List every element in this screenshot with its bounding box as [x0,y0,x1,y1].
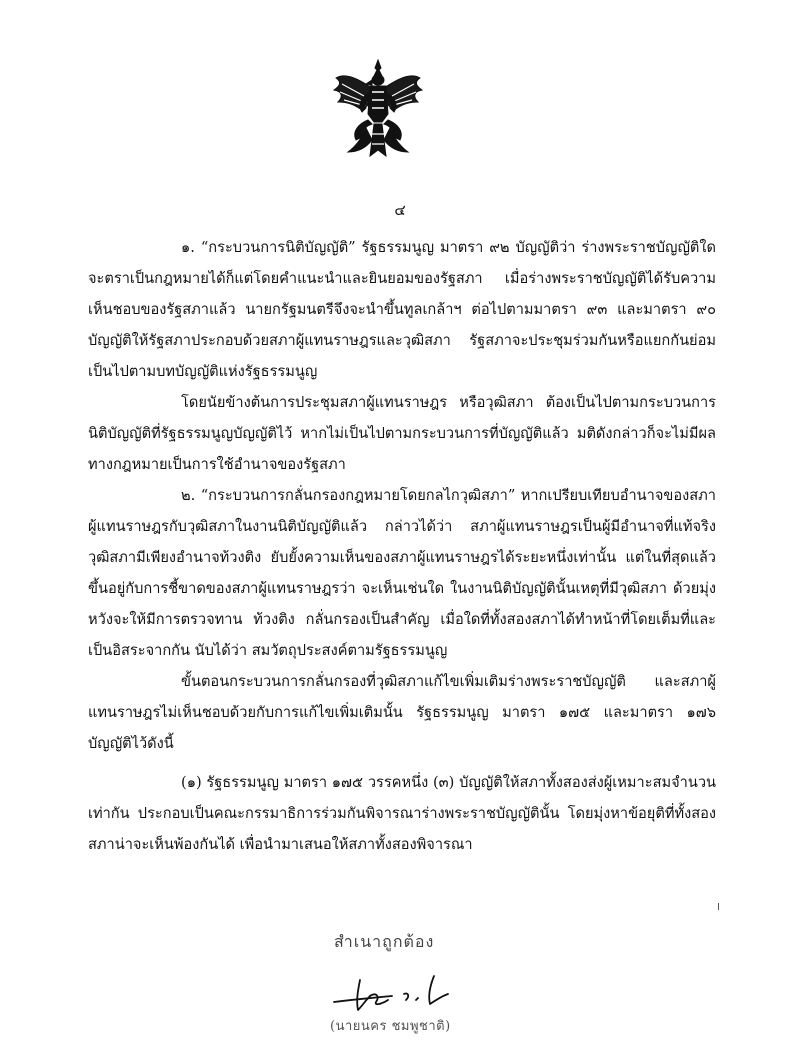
paragraph-meeting-procedure: โดยนัยข้างต้นการประชุมสภาผู้แทนราษฎร หรือวุฒิสภา ต้องเป็นไปตามกระบวนการนิติบัญญัติที่รัฐธรรมนูญบัญญัติไว้ หากไม่เป็นไปตามกระบวนการที่บัญญัติแล้ว มติดังกล่าวก็จะไม่มีผลทางกฎหมายเป็นการใช้อำนาจของรัฐสภา [88,394,716,473]
handwritten-signature-icon [330,966,480,1018]
paragraph-legislative-process: ๑. “กระบวนการนิติบัญญัติ” รัฐธรรมนูญ มาตรา ๙๒ บัญญัติว่า ร่างพระราชบัญญัติใด จะตราเป็นกฎหมายได้ก็แต่โดยคำแนะนำและยินยอมของรัฐสภา เมื่อร่างพระราชบัญญัติได้รับความเห็นชอบของรัฐสภาแล้ว นายกรัฐมนตรีจึงจะนำขึ้นทูลเกล้าฯ ต่อไปตามมาตรา ๙๓ และมาตรา ๙๐ บัญญัติให้รัฐสภาประกอบด้วยสภาผู้แทนราษฎรและวุฒิสภา รัฐสภาจะประชุมร่วมกันหรือแยกกันย่อมเป็นไปตามบทบัญญัติแห่งรัฐธรรมนูญ [88,239,716,380]
page-number: ๔ [394,201,406,219]
paragraph-senate-screening: ๒. “กระบวนการกลั่นกรองกฎหมายโดยกลไกวุฒิสภา” หากเปรียบเทียบอำนาจของสภาผู้แทนราษฎรกับวุฒิสภาในงานนิติบัญญัติแล้ว กล่าวได้ว่า สภาผู้แทนราษฎรเป็นผู้มีอำนาจที่แท้จริง วุฒิสภามีเพียงอำนาจท้วงติง ยับยั้งความเห็นของสภาผู้แทนราษฎรได้ระยะหนึ่งเท่านั้น แต่ในที่สุดแล้วขึ้นอยู่กับการชี้ขาดของสภาผู้แทนราษฎรว่า จะเห็นเช่นใด ในงานนิติบัญญัตินั้นเหตุที่มีวุฒิสภา ด้วยมุ่งหวังจะให้มีการตรวจทาน ท้วงติง กลั่นกรองเป็นสำคัญ เมื่อใดที่ทั้งสองสภาได้ทำหน้าที่โดยเต็มที่และเป็นอิสระจากกัน นับได้ว่า สมวัตถุประสงค์ตามรัฐธรรมนูญ [88,487,716,659]
certified-stamp: สำเนาถูกต้อง [334,932,435,951]
paragraph-section-175: (๑) รัฐธรรมนูญ มาตรา ๑๗๕ วรรคหนึ่ง (๓) บัญญัติให้สภาทั้งสองส่งผู้เหมาะสมจำนวนเท่ากัน ประกอบเป็นคณะกรรมาธิการร่วมกันพิจารณาร่างพระราชบัญญัตินั้น โดยมุ่งหาข้อยุติที่ทั้งสองสภาน่าจะเห็นพ้องกันได้ เพื่อนำมาเสนอให้สภาทั้งสองพิจารณา [88,774,716,853]
cut-off-text-line [328,1036,478,1046]
margin-mark [718,903,719,910]
document-body [88,232,716,860]
garuda-emblem-icon [332,58,424,160]
paragraph-screening-steps: ขั้นตอนกระบวนการกลั่นกรองที่วุฒิสภาแก้ไขเพิ่มเติมร่างพระราชบัญญัติ และสภาผู้แทนราษฎรไม่เห็นชอบด้วยกับการแก้ไขเพิ่มเติมนั้น รัฐธรรมนูญ มาตรา ๑๗๕ และมาตรา ๑๗๖ บัญญัติไว้ดังนี้ [88,673,716,752]
signer-name: (นายนคร ชมพูชาติ) [330,1019,451,1034]
